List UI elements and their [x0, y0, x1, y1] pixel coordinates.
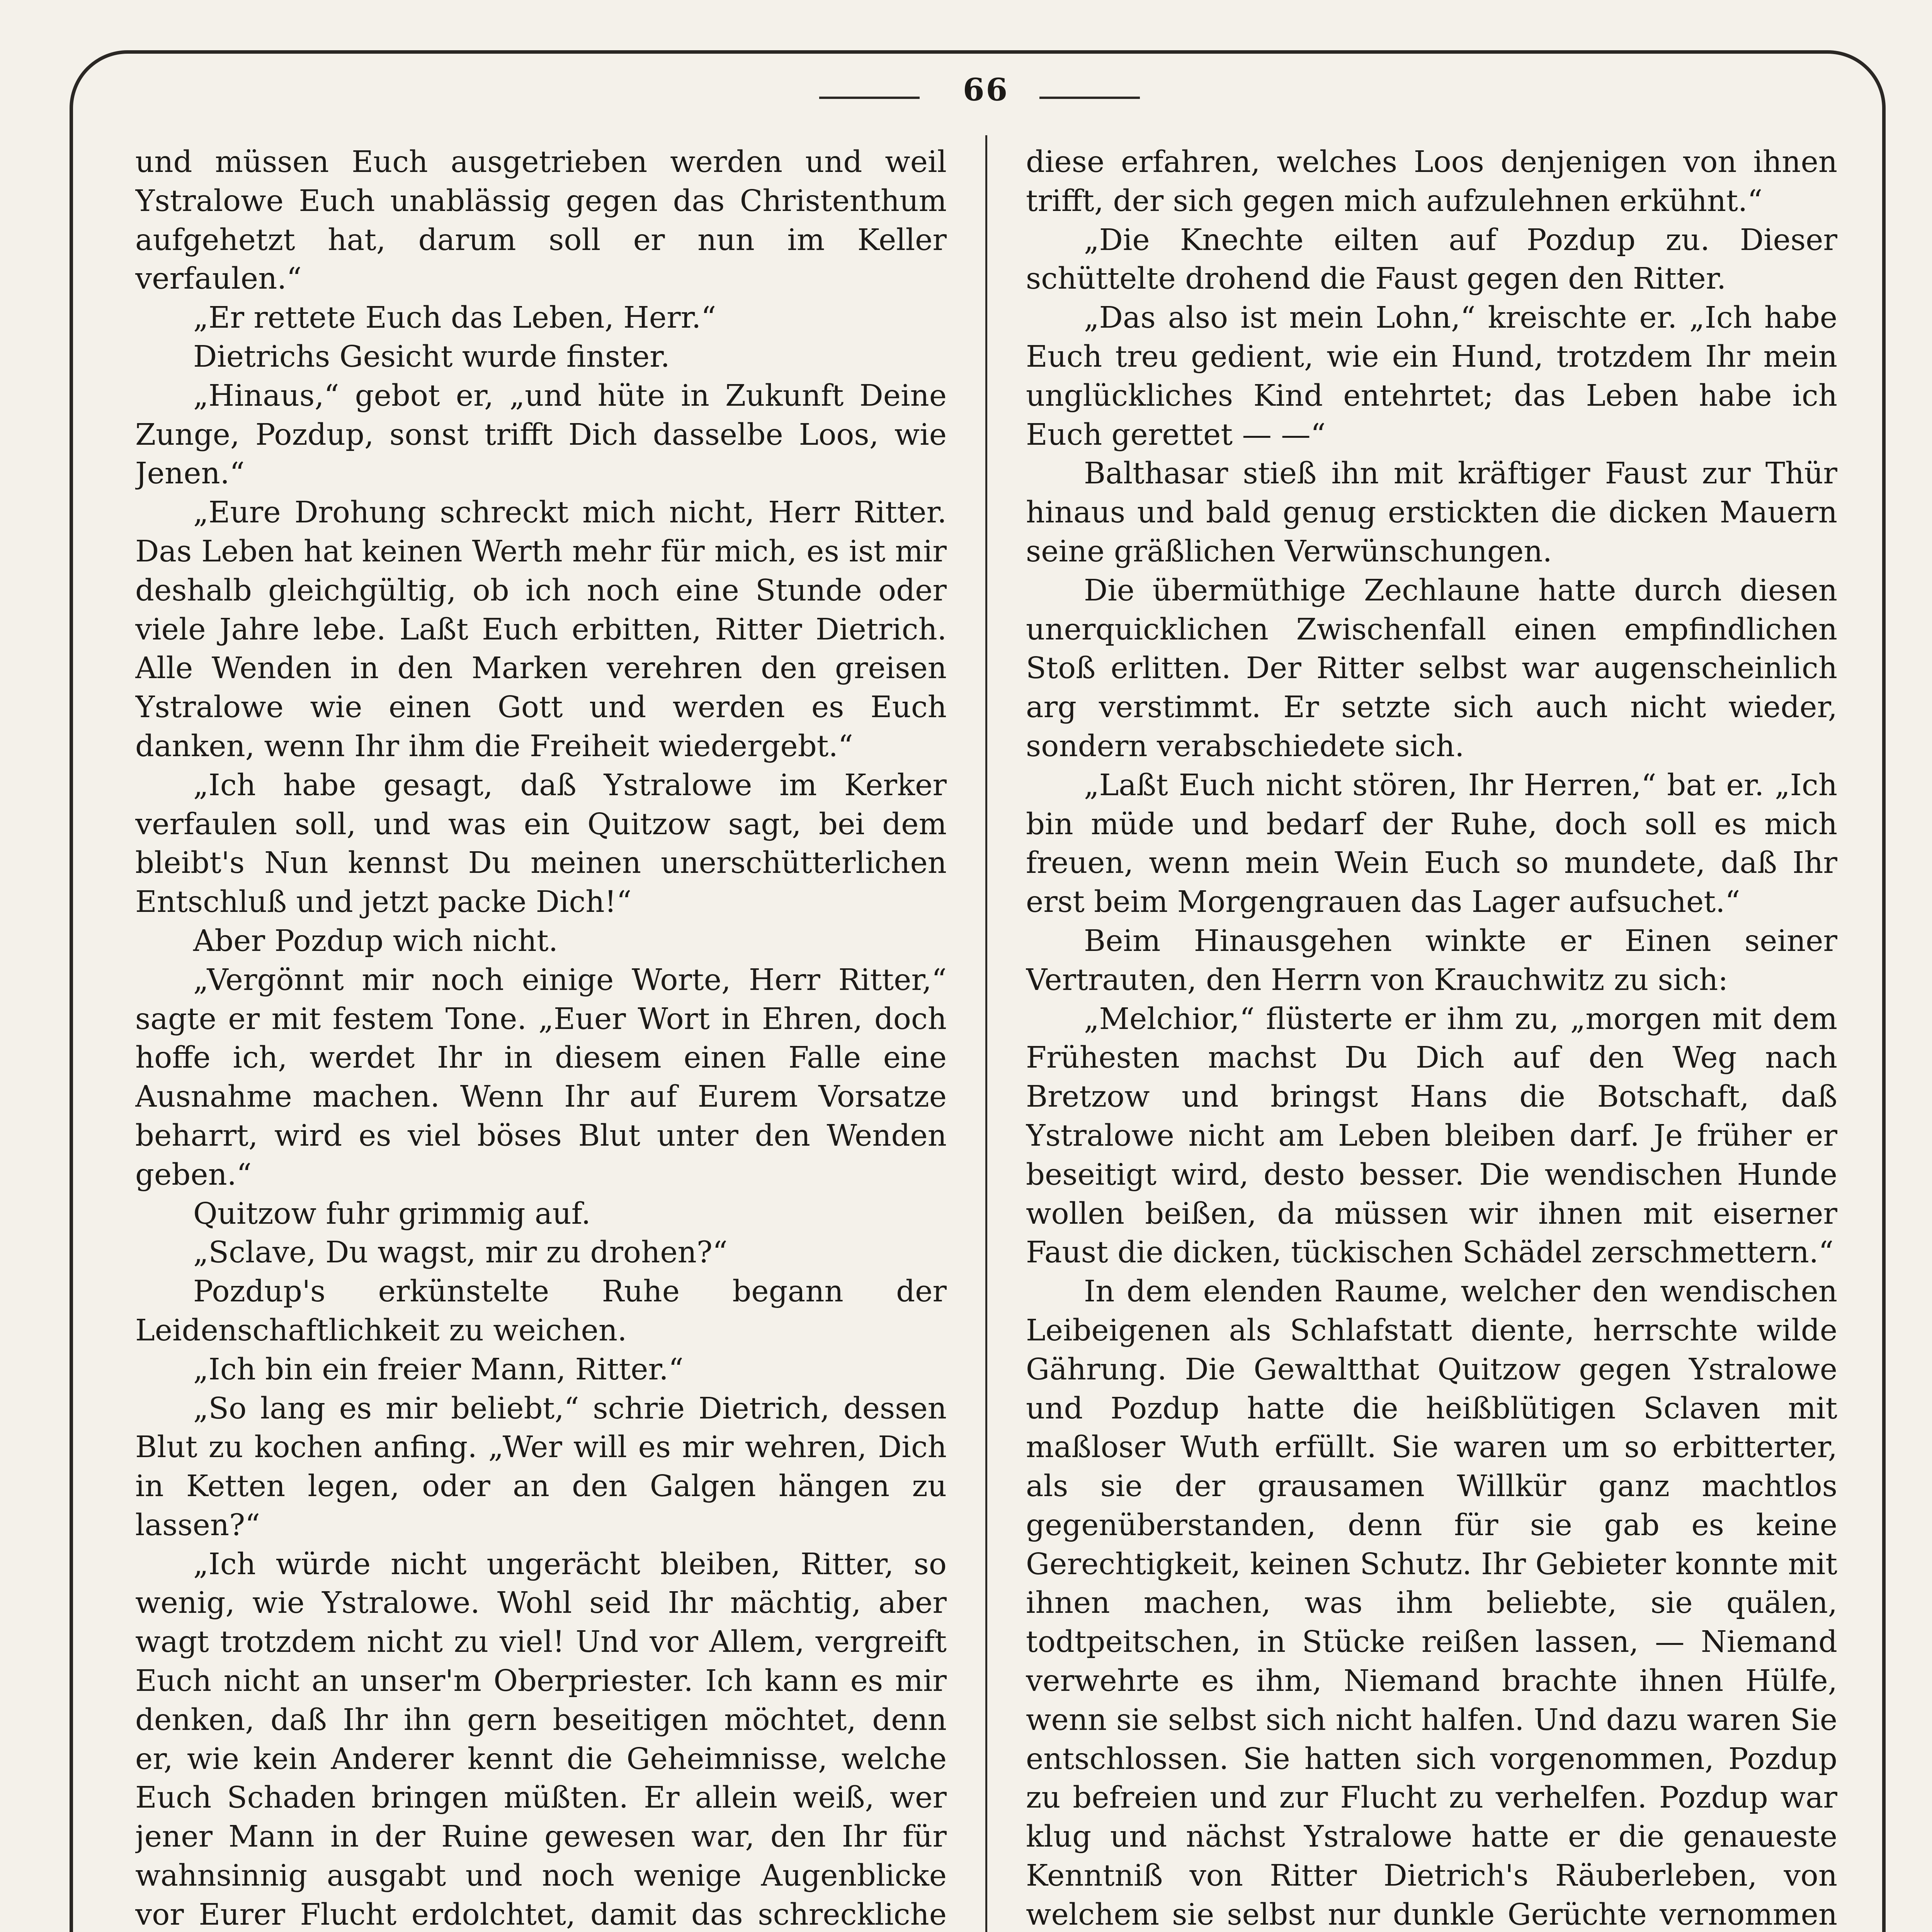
- paragraph: „Laßt Euch nicht stören, Ihr Herren,“ bat er. „Ich bin müde und bedarf der Ruhe, doch soll es mich freuen, wenn mein Wein Euch so mundete, daß Ihr erst beim Morgengrauen das Lager aufsuchet.“: [1026, 768, 1837, 920]
- paragraph: „Ich bin ein freier Mann, Ritter.“: [193, 1352, 684, 1387]
- paragraph: „Ich würde nicht ungerächt bleiben, Ritter, so wenig, wie Ystralowe. Wohl seid Ihr mächtig, aber wagt trotzdem nicht zu viel! Und vor Allem, vergreift Euch nicht an unser'm Oberpriester. Ich kann es mir denken, daß Ihr ihn gern beseitigen möchtet, denn er, wie kein Anderer kennt die Geheimnisse, welche Euch Schaden bringen müßten. Er allein weiß, wer jener Mann in der Ruine gewesen war, den Ihr für wahnsinnig ausgabt und noch wenige Augenblicke vor Eurer Flucht erdolchtet, damit das schreckliche: [135, 1547, 947, 1932]
- paragraph: „So lang es mir beliebt,“ schrie Dietrich, dessen Blut zu kochen anfing. „Wer will es mir wehren, Dich in Ketten legen, oder an den Galgen hängen zu lassen?“: [135, 1391, 947, 1543]
- paragraph: „Eure Drohung schreckt mich nicht, Herr Ritter. Das Leben hat keinen Werth mehr für mich, es ist mir deshalb gleichgültig, ob ich noch eine Stunde oder viele Jahre lebe. Laßt Euch erbitten, Ritter Dietrich. Alle Wenden in den Marken verehren den greisen Ystralowe wie einen Gott und werden es Euch danken, wenn Ihr ihm die Freiheit wiedergebt.“: [135, 495, 947, 764]
- left-column: [135, 143, 947, 1932]
- page-number-rule-left: [819, 97, 920, 99]
- paragraph: Beim Hinausgehen winkte er Einen seiner Vertrauten, den Herrn von Krauchwitz zu sich:: [1026, 923, 1837, 997]
- paragraph: Dietrichs Gesicht wurde finster.: [193, 339, 670, 374]
- paragraph: „Sclave, Du wagst, mir zu drohen?“: [193, 1235, 728, 1270]
- paragraph: Pozdup's erkünstelte Ruhe begann der Leidenschaftlichkeit zu weichen.: [135, 1274, 947, 1348]
- right-column: [1026, 143, 1837, 1932]
- paragraph: Quitzow fuhr grimmig auf.: [193, 1196, 591, 1231]
- page-number-rule-right: [1039, 97, 1140, 99]
- paragraph: „Melchior,“ flüsterte er ihm zu, „morgen mit dem Frühesten machst Du Dich auf den Weg nach Bretzow und bringst Hans die Botschaft, daß Ystralowe nicht am Leben bleiben darf. Je früher er beseitigt wird, desto besser. Die wendischen Hunde wollen beißen, da müssen wir ihnen mit eiserner Faust die dicken, tückischen Schädel zerschmettern.“: [1026, 1002, 1837, 1270]
- paragraph: „Vergönnt mir noch einige Worte, Herr Ritter,“ sagte er mit festem Tone. „Euer Wort in Ehren, doch hoffe ich, werdet Ihr in diesem einen Falle eine Ausnahme machen. Wenn Ihr auf Eurem Vorsatze beharrt, wird es viel böses Blut unter den Wenden geben.“: [135, 963, 947, 1192]
- paragraph: „Das also ist mein Lohn,“ kreischte er. „Ich habe Euch treu gedient, wie ein Hund, trotzdem Ihr mein unglückliches Kind entehrtet; das Leben habe ich Euch gerettet — —“: [1026, 301, 1837, 452]
- paragraph: „Hinaus,“ gebot er, „und hüte in Zukunft Deine Zunge, Pozdup, sonst trifft Dich dasselbe Loos, wie Jenen.“: [135, 378, 947, 491]
- column-divider: [985, 135, 987, 1932]
- paragraph: und müssen Euch ausgetrieben werden und weil Ystralowe Euch unablässig gegen das Christenthum aufgehetzt hat, darum soll er nun im Keller verfaulen.“: [135, 145, 947, 296]
- paragraph: Balthasar stieß ihn mit kräftiger Faust zur Thür hinaus und bald genug erstickten die dicken Mauern seine gräßlichen Verwünschungen.: [1026, 456, 1837, 569]
- paragraph: „Ich habe gesagt, daß Ystralowe im Kerker verfaulen soll, und was ein Quitzow sagt, bei dem bleibt's Nun kennst Du meinen unerschütterlichen Entschluß und jetzt packe Dich!“: [135, 768, 947, 920]
- paragraph: diese erfahren, welches Loos denjenigen von ihnen trifft, der sich gegen mich aufzulehnen erkühnt.“: [1026, 145, 1837, 218]
- paragraph: „Er rettete Euch das Leben, Herr.“: [193, 301, 716, 335]
- page-number: 66: [963, 71, 1009, 108]
- paragraph: Die übermüthige Zechlaune hatte durch diesen unerquicklichen Zwischenfall einen empfindlichen Stoß erlitten. Der Ritter selbst war augenscheinlich arg verstimmt. Er setzte sich auch nicht wieder, sondern verabschiedete sich.: [1026, 573, 1837, 764]
- paragraph: In dem elenden Raume, welcher den wendischen Leibeigenen als Schlafstatt diente, herrschte wilde Gährung. Die Gewaltthat Quitzow gegen Ystralowe und Pozdup hatte die heißblütigen Sclaven mit maßloser Wuth erfüllt. Sie waren um so erbitterter, als sie der grausamen Willkür ganz machtlos gegenüberstanden, denn für sie gab es keine Gerechtigkeit, keinen Schutz. Ihr Gebieter konnte mit ihnen machen, was ihm beliebte, sie quälen, todtpeitschen, in Stücke reißen lassen, — Niemand verwehrte es ihm, Niemand brachte ihnen Hülfe, wenn sie selbst sich nicht halfen. Und dazu waren Sie entschlossen. Sie hatten sich vorgenommen, Pozdup zu befreien und zur Flucht zu verhelfen. Pozdup war klug und nächst Ystralowe hatte er die genaueste Kenntniß von Ritter Dietrich's Räuberleben, von welchem sie selbst nur dunkle Gerüchte vernommen: [1026, 1274, 1837, 1932]
- paragraph: „Die Knechte eilten auf Pozdup zu. Dieser schüttelte drohend die Faust gegen den Ritter.: [1026, 223, 1837, 296]
- paragraph: Aber Pozdup wich nicht.: [193, 923, 558, 958]
